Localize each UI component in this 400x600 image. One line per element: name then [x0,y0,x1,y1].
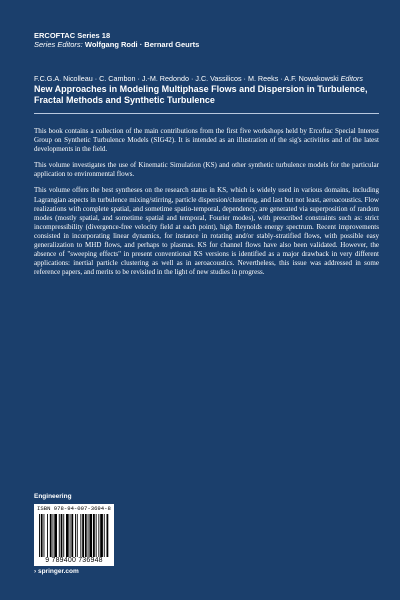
website-link[interactable]: › springer.com [34,568,79,575]
book-title: New Approaches in Modeling Multiphase Flows and Dispersion in Turbulence, Fractal Methods and Synthetic Turbulence [34,84,368,105]
subject-label: Engineering [34,493,72,500]
blurb-paragraph-1: This book contains a collection of the main contributions from the first five workshops held by Ercoftac Special Interest Group on Synthetic Turbulence Models (SIG42). It is intended as an illustration of the sig's activities and of the latest developments in the field. [34,127,379,154]
title-divider [34,113,379,114]
isbn-text: ISBN 978-94-007-3694-8 [37,505,111,512]
series-editors [34,40,199,49]
book-editors-line [34,74,374,83]
series-editors-label: Series Editors: [34,40,83,49]
barcode-image [38,514,110,557]
back-cover-blurb [34,127,379,284]
barcode-box [34,504,114,566]
series-title: ERCOFTAC Series 18 [34,31,111,40]
ean-digits: 9 789400 736948 [45,557,103,564]
series-block [34,31,199,49]
blurb-paragraph-3: This volume offers the best syntheses on the research status in KS, which is widely used in various domains, including Lagrangian aspects in turbulence mixing/stirring, particle dispersion/clustering, and last but not least, aeroacoustics. Flow realizations with complete spatial, and sometime spatio-temporal, dependency, are generated via superposition of random modes (mostly spatial, and sometime spatial and temporal, Fourier modes), with prescribed constraints such as: strict incompressibility (divergence-free velocity field at each point), high Reynolds energy spectrum. Recent improvements consisted in incorporating linear dynamics, for instance in rotating and/or stably-stratified flows, with possible easy generalization to MHD flows, and perhaps to plasmas. KS for channel flows have also been validated. However, the absence of "sweeping effects" in present conventional KS versions is identified as a major drawback in very different applications: inertial particle clustering as well as in aeroacoustics. Nevertheless, this issue was addressed in some reference papers, and merits to be revisited in the light of new studies in progress. [34,186,379,277]
blurb-paragraph-2: This volume investigates the use of Kinematic Simulation (KS) and other synthetic turbulence models for the particular application to environmental flows. [34,161,379,179]
series-editors-names: Wolfgang Rodi · Bernard Geurts [84,40,200,49]
book-editors-suffix: Editors [340,74,363,83]
book-editors-names: F.C.G.A. Nicolleau · C. Cambon · J.-M. Redondo · J.C. Vassilicos · M. Reeks · A.F. Nowakowski [34,74,339,83]
